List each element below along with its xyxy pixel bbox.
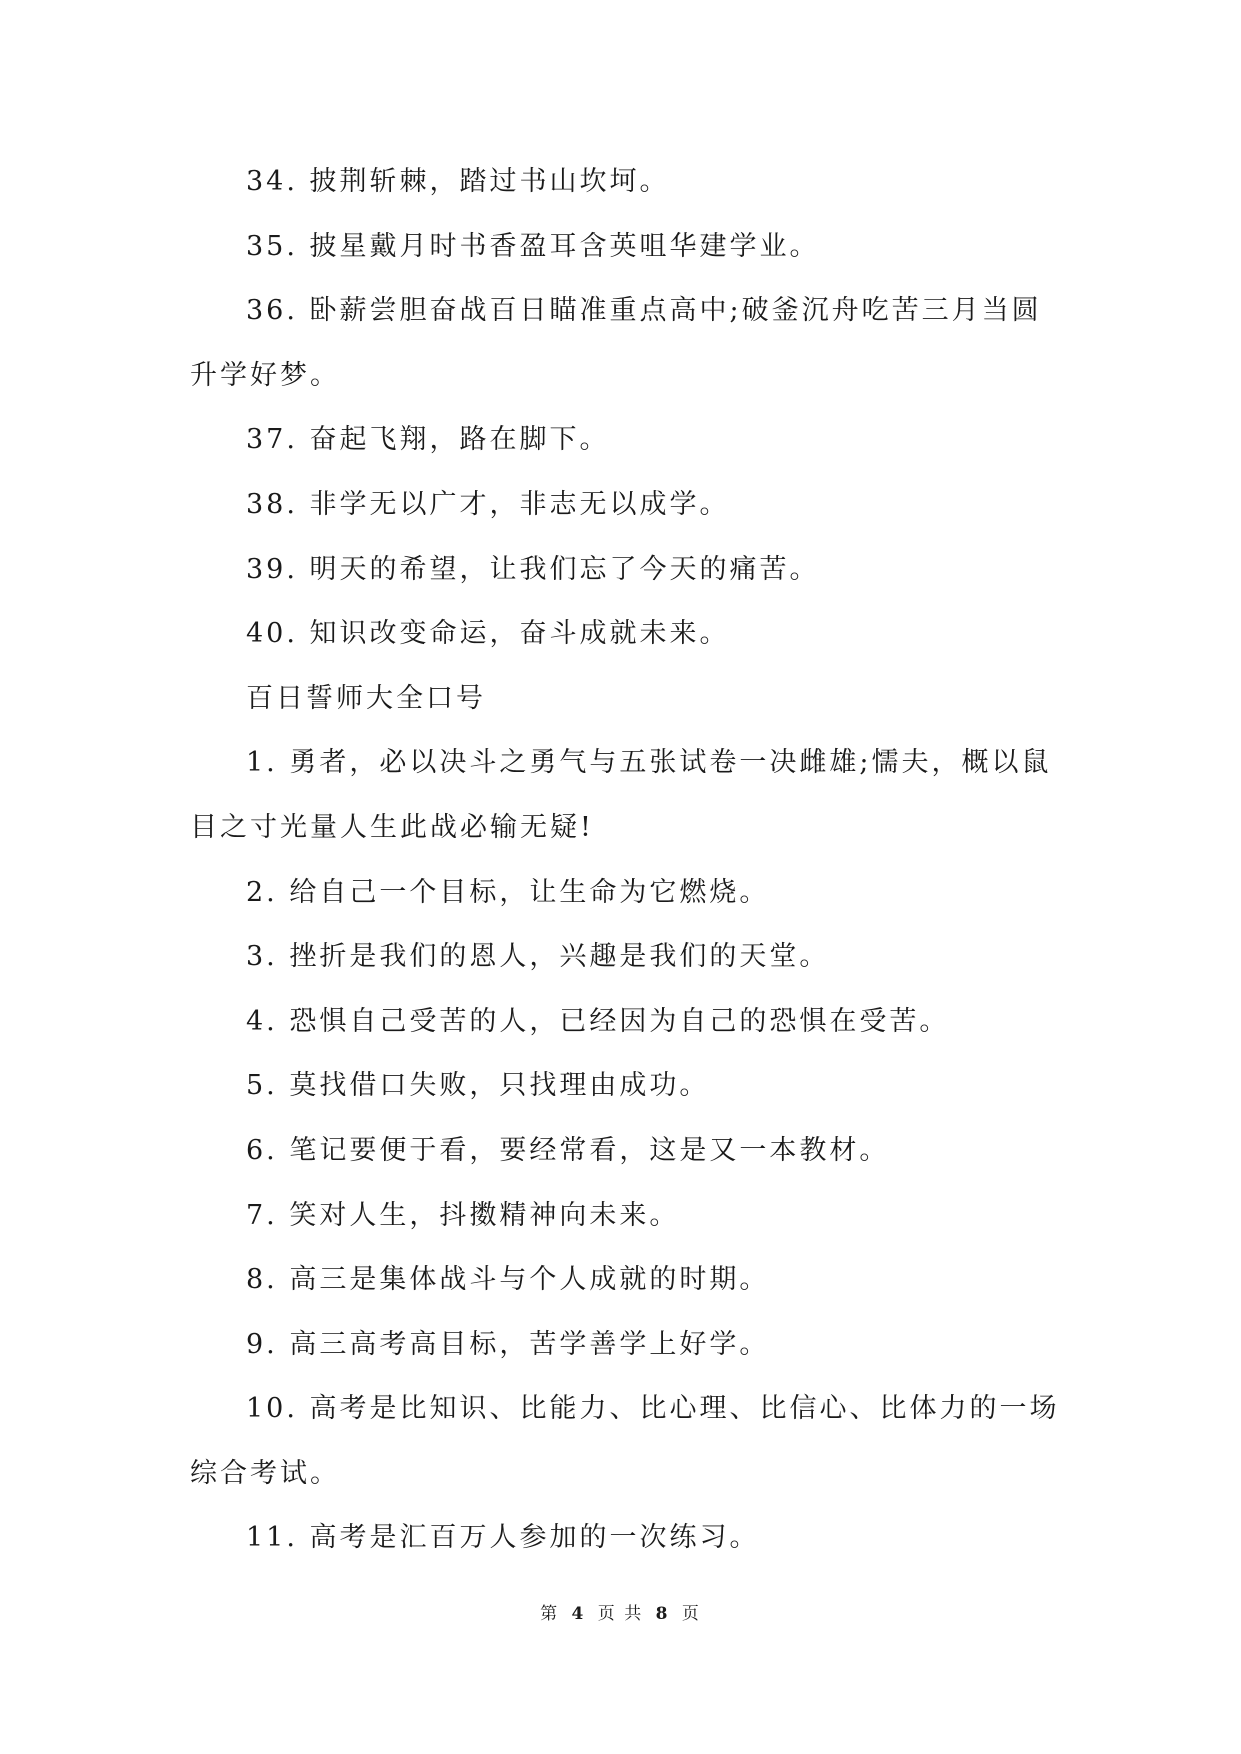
paragraph: 5. 莫找借口失败，只找理由成功。 — [246, 1070, 710, 1102]
paragraph: 4. 恐惧自己受苦的人，已经因为自己的恐惧在受苦。 — [246, 1005, 950, 1037]
paragraph: 10. 高考是比知识、比能力、比心理、比信心、比体力的一场综合考试。 — [190, 1393, 1060, 1489]
current-page-number: 4 — [571, 1604, 586, 1624]
paragraph: 8. 高三是集体战斗与个人成就的时期。 — [246, 1264, 770, 1296]
paragraph: 2. 给自己一个目标，让生命为它燃烧。 — [246, 876, 770, 908]
paragraph: 36. 卧薪尝胆奋战百日瞄准重点高中;破釜沉舟吃苦三月当圆升学好梦。 — [190, 295, 1042, 391]
footer-suffix: 页 — [681, 1604, 701, 1624]
paragraph: 3. 挫折是我们的恩人，兴趣是我们的天堂。 — [246, 941, 830, 973]
paragraph: 7. 笑对人生，抖擞精神向未来。 — [246, 1199, 680, 1231]
document-body — [190, 150, 1060, 1571]
total-page-number: 8 — [655, 1604, 670, 1624]
paragraph: 39. 明天的希望，让我们忘了今天的痛苦。 — [246, 553, 820, 585]
paragraph: 9. 高三高考高目标，苦学善学上好学。 — [246, 1328, 770, 1360]
footer-prefix: 第 — [540, 1604, 560, 1624]
paragraph: 38. 非学无以广才，非志无以成学。 — [246, 488, 730, 520]
footer-middle: 页 共 — [597, 1604, 644, 1624]
paragraph: 34. 披荆斩棘，踏过书山坎坷。 — [246, 166, 670, 197]
page-footer — [0, 1599, 1241, 1624]
paragraph: 37. 奋起飞翔，路在脚下。 — [246, 424, 610, 456]
paragraph: 6. 笔记要便于看，要经常看，这是又一本教材。 — [246, 1134, 890, 1166]
paragraph: 40. 知识改变命运，奋斗成就未来。 — [246, 618, 730, 650]
paragraph: 35. 披星戴月时书香盈耳含英咀华建学业。 — [246, 230, 820, 262]
paragraph: 1. 勇者，必以决斗之勇气与五张试卷一决雌雄;懦夫，概以鼠目之寸光量人生此战必输无疑! — [190, 747, 1052, 843]
section-heading: 百日誓师大全口号 — [246, 682, 486, 714]
paragraph: 11. 高考是汇百万人参加的一次练习。 — [246, 1522, 760, 1554]
